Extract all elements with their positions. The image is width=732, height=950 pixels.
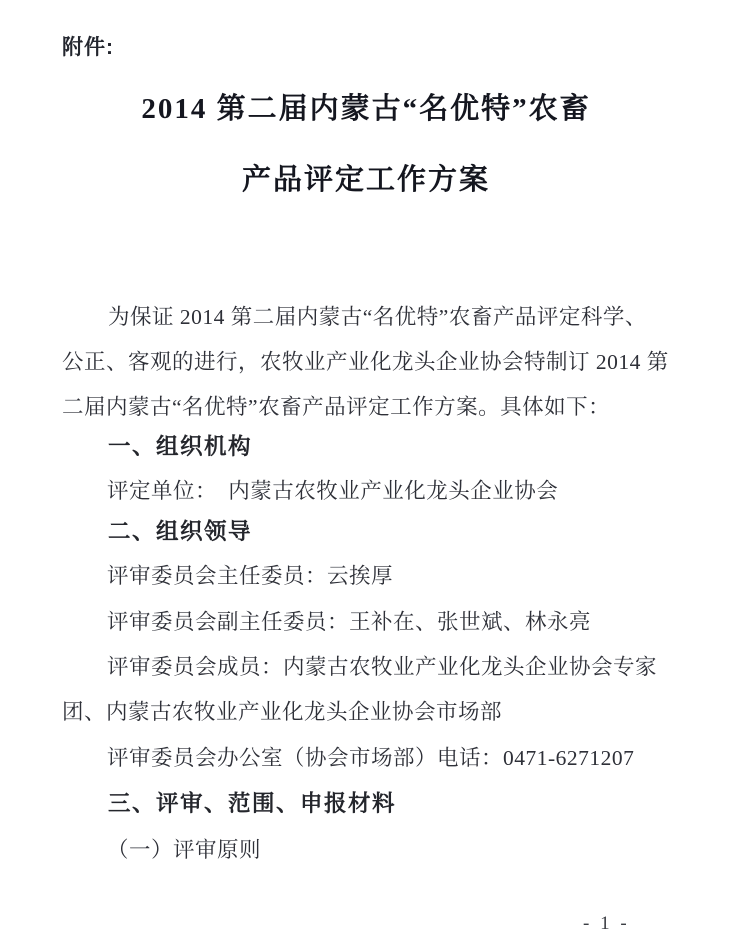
section-1-heading: 一、组织机构 bbox=[108, 434, 253, 459]
committee-chair-line: 评审委员会主任委员：云挨厚 bbox=[107, 564, 394, 588]
intro-paragraph-line-1: 为保证 2014 第二届内蒙古“名优特”农畜产品评定科学、 bbox=[108, 305, 647, 329]
subsection-1-heading: （一）评审原则 bbox=[107, 838, 262, 862]
attachment-label: 附件: bbox=[62, 36, 114, 59]
section-2-heading: 二、组织领导 bbox=[108, 519, 253, 544]
page-number: - 1 - bbox=[583, 913, 630, 934]
intro-paragraph-line-2: 公正、客观的进行，农牧业产业化龙头企业协会特制订 2014 第 bbox=[62, 350, 669, 374]
committee-office-phone-line: 评审委员会办公室（协会市场部）电话：0471-6271207 bbox=[107, 746, 635, 770]
committee-members-line-1: 评审委员会成员：内蒙古农牧业产业化龙头企业协会专家 bbox=[107, 655, 658, 679]
committee-vice-chair-line: 评审委员会副主任委员：王补在、张世斌、林永亮 bbox=[107, 610, 592, 634]
document-title-line-2: 产品评定工作方案 bbox=[241, 164, 490, 196]
document-title-line-1: 2014 第二届内蒙古“名优特”农畜 bbox=[141, 93, 591, 125]
section-3-heading: 三、评审、范围、申报材料 bbox=[108, 791, 397, 816]
intro-paragraph-line-3: 二届内蒙古“名优特”农畜产品评定工作方案。具体如下： bbox=[62, 395, 611, 419]
committee-members-line-2: 团、内蒙古农牧业产业化龙头企业协会市场部 bbox=[62, 700, 503, 724]
evaluating-unit-line: 评定单位： 内蒙古农牧业产业化龙头企业协会 bbox=[107, 479, 559, 503]
